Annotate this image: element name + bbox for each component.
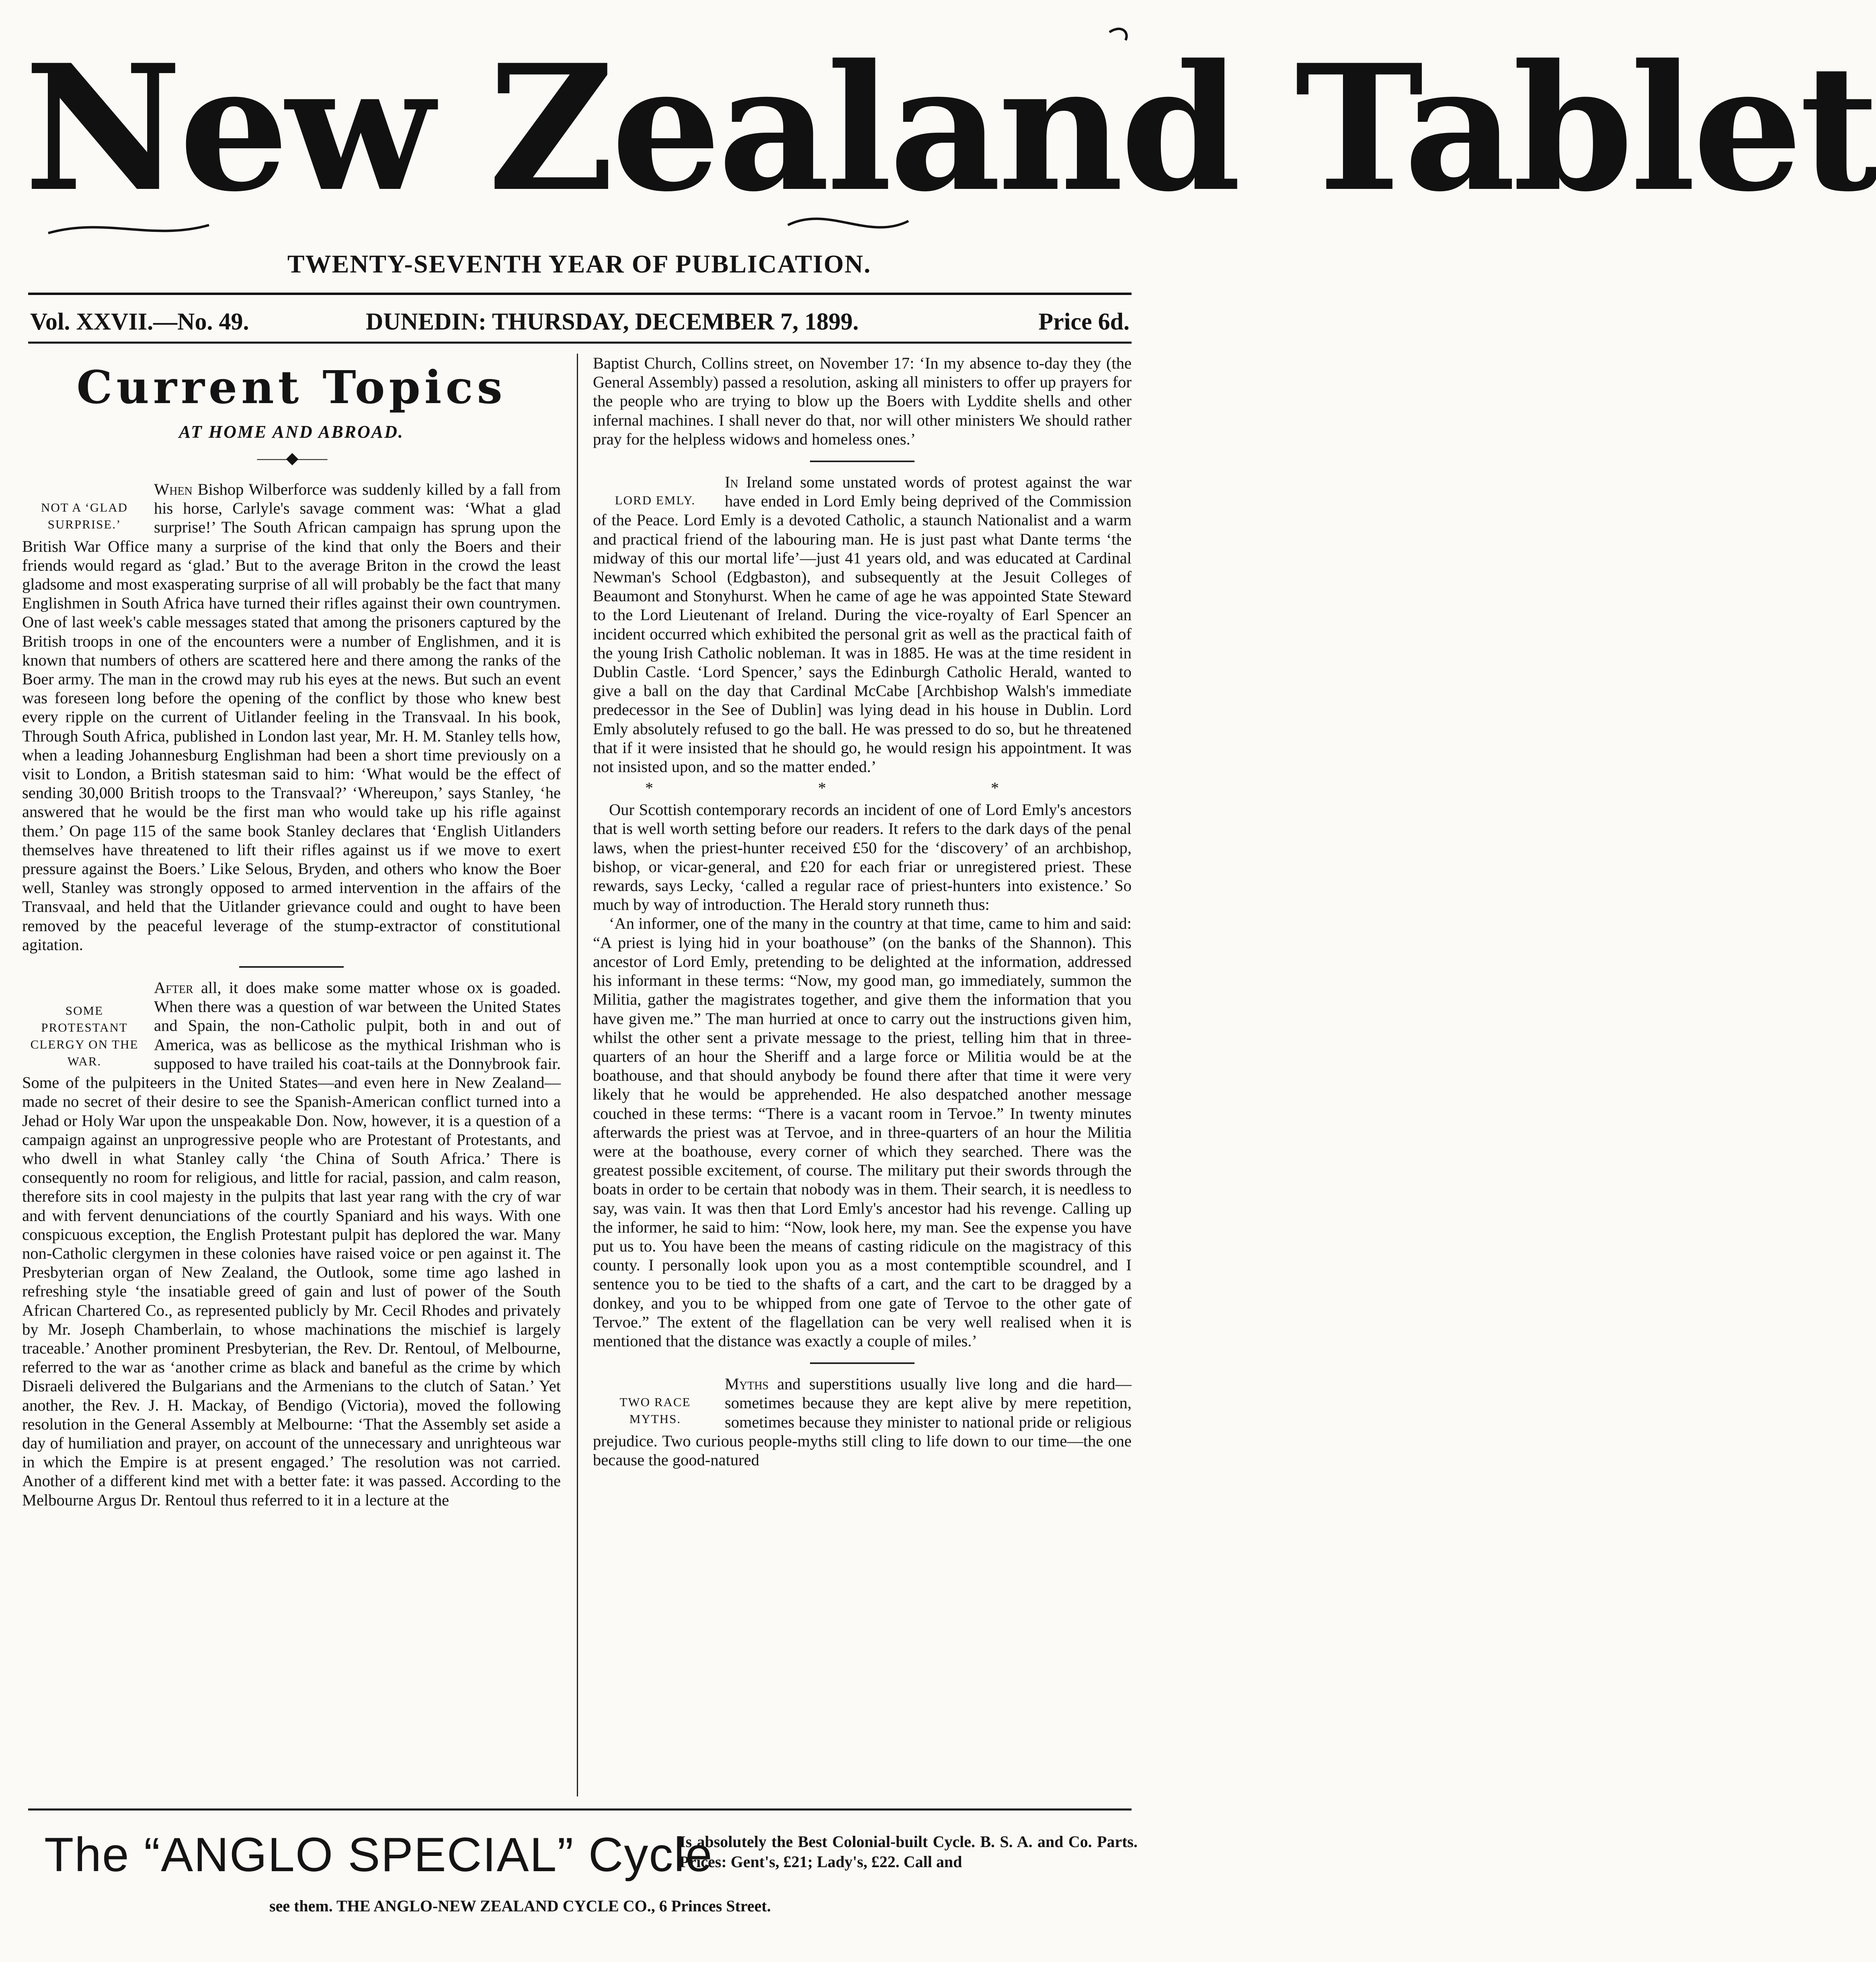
section-rule [810,461,914,462]
section-rule [239,966,344,968]
article-text: and superstitions usually live long and die hard—sometimes because they are kept alive by mere repetition, sometimes because they minister to national pride or religious prejudice. Two curious people-myths still cling to life down to our time—the one because the good-natured [593,1375,1132,1469]
article-lead: After [154,979,193,997]
volume-number: Vol. XXVII.—No. 49. [30,308,249,335]
right-column [593,354,1132,1796]
article-paragraph: Our Scottish contemporary records an incident of one of Lord Emly's ancestors that is well worth setting before our readers. It refers to the dark days of the penal laws, when the priest-hunter received £50 for the ‘discovery’ of an archbishop, bishop, or vicar-general, and £20 for each friar or unregistered priest. These rewards, says Lecky, ‘called a regular race of priest-hunters into existence.’ So much by way of introduction. The Herald story runneth thus: [593,801,1132,914]
side-label: SOME PROTESTANT CLERGY ON THE WAR. [30,1004,139,1069]
advertisement [28,1825,1138,1937]
side-label: TWO RACE MYTHS. [619,1395,691,1426]
article-body [22,480,561,954]
article-text: Bishop Wilberforce was suddenly killed by a fall from his horse, Carlyle's savage comment was: ‘What a glad surprise!’ The South African campaign has sprung upon the British War Office many a surprise of the kind that only the Boers and their friends would regard as ‘glad.’ But to the average Briton in the crowd the least gladsome and most exasperating surprise of all will probably be the fact that many Englishmen in South Africa have turned their rifles against their own countrymen. One of last week's cable messages stated that among the prisoners captured by the British troops in one of the encounters were a number of Englishmen, and it is known that numbers of others are scattered here and there among the ranks of the Boer army. The man in the crowd may rub his eyes at the news. But such an event was foreseen long before the opening of the conflict by those who knew best every ripple on the current of Uitlander feeling in the Transvaal. In his book, Through South Africa, published in London last year, Mr. H. M. Stanley tells how, when a leading Johannesburg Englishman had been a short time previously on a visit to London, a British statesman said to him: ‘What would be the effect of sending 30,000 British troops to the Transvaal?’ ‘Whereupon,’ says Stanley, ‘he answered that he would be the first man who would take up his rifle against them.’ On page 115 of the same book Stanley declares that ‘English Uitlanders themselves have threatened to lift their rifles against us if we move to exert pressure against the Boers.’ Like Selous, Bryden, and others who know the Boer well, Stanley was strongly opposed to armed intervention in the affairs of the Transvaal, and held that the Uitlander grievance could and ought to have been removed by the peaceful leverage of the stump-extractor of constitutional agitation. [22,480,561,954]
article-continuation: Baptist Church, Collins street, on November 17: ‘In my absence to-day they (the General Assembly) passed a resolution, asking all ministers to offer up prayers for the people who are trying to blow up the Boers with Lyddite shells and other infernal machines. I shall never do that, nor will other ministers We should rather pray for the helpless widows and homeless ones.’ [593,354,1132,448]
article-columns [22,354,1138,1800]
info-bar-bottom-rule [28,342,1132,344]
advertisement-copy: Is absolutely the Best Colonial-built Cycle. B. S. A. and Co. Parts. Prices: Gent's, £21; Lady's, £22. Call and [679,1833,1138,1871]
advertisement-top-rule [28,1808,1132,1810]
publication-subtitle: TWENTY-SEVENTH YEAR OF PUBLICATION. [287,250,871,278]
top-rule [28,293,1132,295]
article-lord-emly [593,473,1132,776]
left-column [22,354,561,1796]
article-text: all, it does make some matter whose ox is goaded. When there was a question of war between the United States and Spain, the non-Catholic pulpit, both in and out of America, was as bellicose as the mythical Irishman who is supposed to have trailed his coat-tails at the Donnybrook fair. Some of the pulpiteers in the United States—and even here in New Zealand—made no secret of their desire to see the Spanish-American conflict turned into a Jehad or Holy War upon the unspeakable Don. Now, however, it is a question of a campaign against an unprogressive people who are Protestant of Protestants, and who dwell in what Stanley cally ‘the China of South Africa.’ There is consequently no room for religious, and little for racial, passion, and calm reason, therefore sits in cool majesty in the pulpits that last year rang with the cry of war and with fervent denunciations of the courtly Spaniard and his ways. With one conspicuous exception, the English Protestant pulpit has deplored the war. Many non-Catholic clergymen in these colonies have raised voice or pen against it. The Presbyterian organ of New Zealand, the Outlook, some time ago lashed in refreshing style ‘the insatiable greed of gain and lust of power of the South African Chartered Co., as represented publicly by Mr. Cecil Rhodes and privately by Mr. Joseph Chamberlain, to whose machinations the mischief is largely traceable.’ Another prominent Presbyterian, the Rev. Dr. Rentoul, of Melbourne, referred to the war as ‘another crime as black and baneful as the crime by which Disraeli delivered the Bulgarians and the Armenians to the clutch of Satan.’ Yet another, the Rev. J. H. Mackay, of Bendigo (Victoria), moved the following resolution in the General Assembly at Melbourne: ‘That the Assembly set aside a day of humiliation and prayer, on account of the unnecessary and unrighteous war in which the Empire is at present engaged.’ The resolution was not carried. Another of a different kind met with a better fate: it was passed. According to the Melbourne Argus Dr. Rentoul thus referred to it in a lecture at the [22,979,561,1509]
masthead-title: New Zealand Tablet [24,27,1876,230]
info-bar [30,304,1130,340]
article-body [593,473,1132,776]
price: Price 6d. [1038,308,1130,335]
article-protestant-clergy [22,978,561,1509]
article-lead: Myths [725,1375,769,1393]
masthead-flourish [24,16,1876,249]
advertisement-address: see them. THE ANGLO-NEW ZEALAND CYCLE CO., 6 Princes Street. [269,1897,771,1915]
article-lead: When [154,480,193,498]
ornament-divider: ——◆—— [257,449,326,467]
article-quote: ‘An informer, one of the many in the country at that time, came to him and said: “A priest is lying hid in your boathouse” (on the banks of the Shannon). This ancestor of Lord Emly, pretending to be delighted at the information, addressed his informant in these terms: “Now, my good man, go immediately, summon the Militia, gather the magistrates together, and give them the information that you have given me.” The man hurried at once to carry out the instructions given him, whilst the other sent a private message to the priest, telling him that in three-quarters of an hour the Sheriff and a large force or Militia would be at the boathouse, and that should anybody be found there after that time it were very likely that he would be apprehended. He also despatched another message couched in these terms: “There is a vacant room in Tervoe.” In twenty minutes afterwards the priest was at Tervoe, and in three-quarters of an hour the Militia were at the boathouse, every corner of which they searched. There was the greatest possible excitement, of course. The military put their swords through the boats in order to be certain that nobody was in them. Their search, it is needless to say, was vain. It was then that Lord Emly's ancestor had his revenge. Calling up the informer, he said to him: “Now, look here, my man. See the expense you have put us to. You have been the means of casting ridicule on the magistracy of this county. I personally look upon you as a most contemptible scoundrel, and I sentence you to be tied to the shafts of a cart, and the cart to be dragged by a donkey, and you to be whipped from one gate of Tervoe to the other gate of Tervoe.” The extent of the flagellation can be very well realised when it is mentioned that the distance was exactly a couple of miles.’ [593,914,1132,1350]
section-rule [810,1362,914,1364]
side-label: NOT A ‘GLAD SURPRISE.’ [41,500,128,531]
dateline: DUNEDIN: THURSDAY, DECEMBER 7, 1899. [366,308,859,335]
section-title: Current Topics [76,361,506,414]
side-label: LORD EMLY. [615,493,696,508]
advertisement-brand: The “ANGLO SPECIAL” Cycle [44,1828,713,1882]
column-divider [577,354,578,1796]
masthead [24,16,1876,249]
article-glad-surprise [22,480,561,954]
article-race-myths [593,1374,1132,1469]
article-text: Ireland some unstated words of protest against the war have ended in Lord Emly being deprived of the Commission of the Peace. Lord Emly is a devoted Catholic, a staunch Nationalist and a warm and practical friend of the labouring man. He is just past what Dante terms ‘the midway of this our mortal life’—just 41 years old, and was educated at Cardinal Newman's School (Edgbaston), and subsequently at the Jesuit Colleges of Beaumont and Stonyhurst. When he came of age he was appointed State Steward to the Lord Lieutenant of Ireland. During the vice-royalty of Earl Spencer an incident occurred which exhibited the personal grit as well as the practical faith of the young Irish Catholic nobleman. It was in 1885. He was at the time resident in Dublin Castle. ‘Lord Spencer,’ says the Edinburgh Catholic Herald, wanted to give a ball on the day that Cardinal McCabe [Archbishop Walsh's immediate predecessor in the See of Dublin] was lying dead in his house in Dublin. Lord Emly absolutely refused to go the ball. He was pressed to do so, but he threatened that if it were insisted that he should go, he would resign his appointment. It was not insisted upon, and so the matter ended.’ [593,473,1132,776]
section-subtitle: AT HOME AND ABROAD. [179,422,404,442]
article-lead: In [725,473,738,492]
section-stars: * * * [645,779,1079,797]
